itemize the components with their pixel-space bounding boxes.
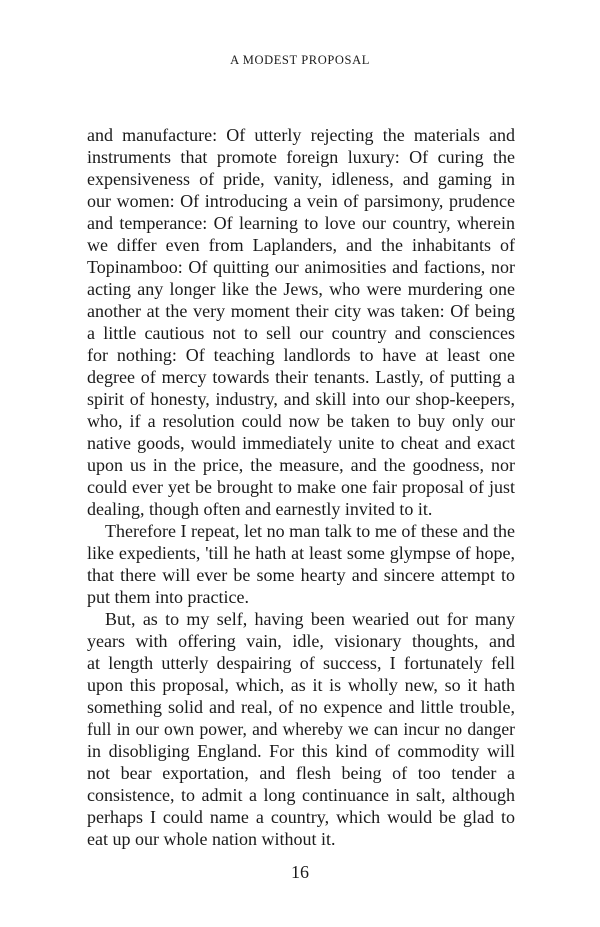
text-line: upon this proposal, which, as it is wholly new, so it hath	[87, 675, 515, 695]
text-line: and manufacture: Of utterly rejecting the materials and	[87, 125, 515, 145]
text-line: a little cautious not to sell our country and consciences	[87, 323, 515, 343]
text-line: something solid and real, of no expence and little trouble,	[87, 697, 515, 717]
text-line: like expedients, 'till he hath at least some glympse of hope,	[87, 543, 515, 563]
text-line: spirit of honesty, industry, and skill into our shop-keepers,	[87, 389, 515, 409]
text-line: at length utterly despairing of success, I fortunately fell	[87, 653, 515, 673]
text-line: acting any longer like the Jews, who were murdering one	[87, 279, 515, 299]
text-line: another at the very moment their city was taken: Of being	[87, 301, 515, 321]
text-line: expensiveness of pride, vanity, idleness, and gaming in	[87, 169, 515, 189]
running-head: A MODEST PROPOSAL	[230, 53, 370, 67]
text-line: not bear exportation, and flesh being of too tender a	[87, 763, 515, 783]
text-line: But, as to my self, having been wearied out for many	[105, 609, 515, 629]
text-line: put them into practice.	[87, 587, 249, 607]
paragraph-1	[87, 124, 515, 520]
text-line: dealing, though often and earnestly invited to it.	[87, 499, 433, 519]
text-line: native goods, would immediately unite to cheat and exact	[87, 433, 515, 453]
text-line: could ever yet be brought to make one fair proposal of just	[87, 477, 515, 497]
text-line: perhaps I could name a country, which would be glad to	[87, 807, 515, 827]
page-number: 16	[291, 862, 309, 882]
text-line: upon us in the price, the measure, and the goodness, nor	[87, 455, 515, 475]
text-line: degree of mercy towards their tenants. Lastly, of putting a	[87, 367, 515, 387]
text-line: years with offering vain, idle, visionary thoughts, and	[87, 631, 515, 651]
text-line: our women: Of introducing a vein of parsimony, prudence	[87, 191, 515, 211]
body-text	[87, 124, 515, 850]
text-line: eat up our whole nation without it.	[87, 829, 336, 849]
text-line: instruments that promote foreign luxury: Of curing the	[87, 147, 515, 167]
text-line: we differ even from Laplanders, and the inhabitants of	[87, 235, 515, 255]
paragraph-3	[87, 608, 515, 850]
text-line: full in our own power, and whereby we can incur no danger	[87, 719, 515, 739]
paragraph-2	[87, 520, 515, 608]
text-line: that there will ever be some hearty and sincere attempt to	[87, 565, 515, 585]
text-line: Topinamboo: Of quitting our animosities and factions, nor	[87, 257, 515, 277]
text-line: and temperance: Of learning to love our country, wherein	[87, 213, 515, 233]
text-line: consistence, to admit a long continuance in salt, although	[87, 785, 515, 805]
text-line: who, if a resolution could now be taken to buy only our	[87, 411, 515, 431]
text-line: for nothing: Of teaching landlords to have at least one	[87, 345, 515, 365]
text-line: in disobliging England. For this kind of commodity will	[87, 741, 515, 761]
text-line: Therefore I repeat, let no man talk to me of these and the	[105, 521, 515, 541]
